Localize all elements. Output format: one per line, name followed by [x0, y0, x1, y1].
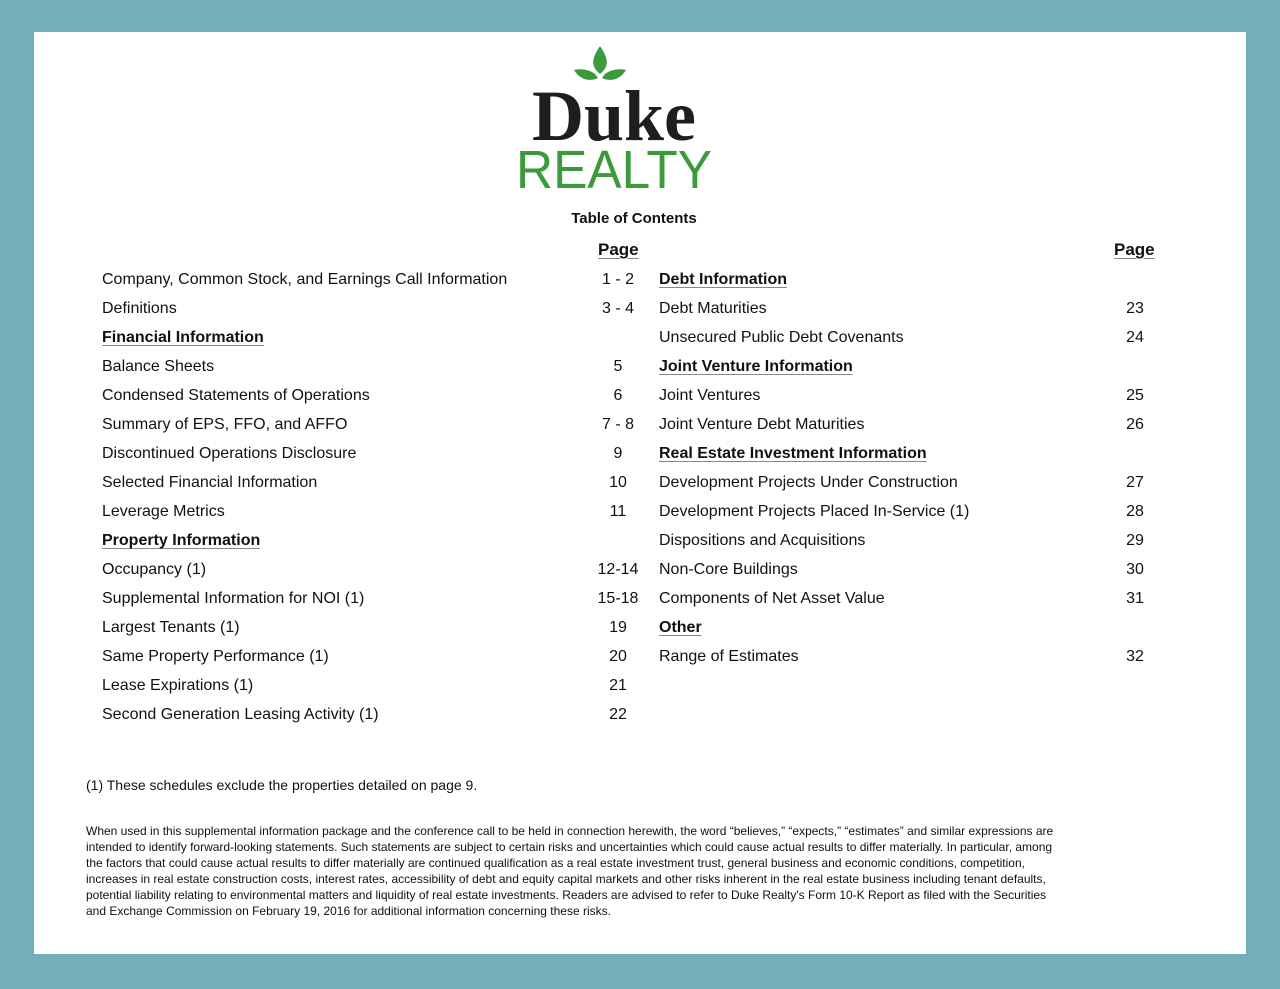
entry-page-number: 21 [609, 677, 627, 694]
toc-entry[interactable] [102, 587, 650, 611]
page-column-header-right: Page [1114, 240, 1155, 259]
entry-page-number: 23 [1126, 300, 1144, 317]
svg-text:Duke: Duke [531, 76, 697, 156]
entry-page-number: 26 [1126, 416, 1144, 433]
entry-label: Lease Expirations (1) [102, 677, 254, 694]
section-title: Debt Information [659, 271, 787, 288]
disclaimer-line: the factors that could cause actual results to differ materially are continued qualification as a real estate investment trust, general business and economic conditions, competition, [86, 856, 1025, 870]
toc-entry[interactable] [102, 703, 650, 727]
toc-section-heading [659, 268, 1160, 292]
entry-label: Non-Core Buildings [659, 561, 798, 578]
entry-page-number: 28 [1126, 503, 1144, 520]
disclaimer-line: potential liability relating to environmental matters and liquidity of real estate investments. Readers are advised to refer to Duke Realty's Form 10-K Report as filed with the Securities [86, 888, 1047, 902]
toc-entry[interactable] [102, 558, 650, 582]
toc-entry[interactable] [102, 616, 650, 640]
section-title: Real Estate Investment Information [659, 445, 927, 462]
entry-page-number: 19 [609, 619, 627, 636]
entry-label: Components of Net Asset Value [659, 590, 885, 607]
toc-entry[interactable] [102, 674, 650, 698]
entry-label: Discontinued Operations Disclosure [102, 445, 357, 462]
toc-entry[interactable] [659, 326, 1160, 350]
entry-page-number: 3 - 4 [601, 300, 634, 317]
entry-page-number: 32 [1126, 648, 1144, 665]
toc-entry[interactable] [659, 645, 1160, 669]
entry-page-number: 22 [609, 706, 627, 723]
toc-entry[interactable] [102, 471, 650, 495]
entry-label: Definitions [102, 300, 177, 317]
toc-entry[interactable] [102, 268, 650, 292]
entry-page-number: 31 [1126, 590, 1144, 607]
toc-entry[interactable] [659, 558, 1160, 582]
entry-label: Dispositions and Acquisitions [659, 532, 866, 549]
entry-page-number: 25 [1126, 387, 1144, 404]
toc-entry[interactable] [659, 413, 1160, 437]
disclaimer-line: When used in this supplemental information package and the conference call to be held in connection herewith, the word “believes,” “expects,” “estimates” and similar expressions are [86, 824, 1054, 838]
toc-section-heading [102, 529, 650, 553]
three-leaf-icon [512, 44, 716, 192]
entry-page-number: 29 [1126, 532, 1144, 549]
svg-text:REALTY: REALTY [516, 140, 712, 192]
toc-entry[interactable] [659, 471, 1160, 495]
entry-page-number: 20 [609, 648, 627, 665]
entry-label: Joint Venture Debt Maturities [659, 416, 865, 433]
entry-label: Largest Tenants (1) [102, 619, 240, 636]
entry-page-number: 5 [613, 358, 623, 375]
entry-label: Development Projects Placed In-Service (1) [659, 503, 970, 520]
entry-page-number: 7 - 8 [601, 416, 634, 433]
toc-section-heading [659, 616, 1160, 640]
entry-label: Debt Maturities [659, 300, 767, 317]
duke-realty-logo [512, 44, 716, 192]
entry-label: Company, Common Stock, and Earnings Call Information [102, 271, 508, 288]
entry-label: Leverage Metrics [102, 503, 225, 520]
section-title: Financial Information [102, 329, 264, 346]
entry-label: Condensed Statements of Operations [102, 387, 370, 404]
toc-section-heading [659, 355, 1160, 379]
entry-label: Selected Financial Information [102, 474, 318, 491]
toc-entry[interactable] [102, 297, 650, 321]
footnote: (1) These schedules exclude the properties detailed on page 9. [86, 777, 478, 793]
disclaimer-line: increases in real estate construction costs, interest rates, accessibility of debt and equity capital markets and other risks inherent in the real estate business including tenant defaults, [86, 872, 1046, 886]
section-title: Joint Venture Information [659, 358, 853, 375]
entry-label: Unsecured Public Debt Covenants [659, 329, 904, 346]
entry-page-number: 11 [609, 503, 627, 520]
entry-label: Second Generation Leasing Activity (1) [102, 706, 379, 723]
toc-entry[interactable] [659, 529, 1160, 553]
toc-section-heading [102, 326, 650, 350]
entry-label: Summary of EPS, FFO, and AFFO [102, 416, 348, 433]
section-title: Property Information [102, 532, 261, 549]
entry-label: Balance Sheets [102, 358, 215, 375]
toc-entry[interactable] [659, 297, 1160, 321]
entry-label: Same Property Performance (1) [102, 648, 329, 665]
entry-page-number: 10 [609, 474, 627, 491]
toc-entry[interactable] [102, 413, 650, 437]
toc-entry[interactable] [102, 384, 650, 408]
entry-label: Range of Estimates [659, 648, 799, 665]
entry-page-number: 30 [1126, 561, 1144, 578]
entry-page-number: 15-18 [597, 590, 639, 607]
entry-label: Joint Ventures [659, 387, 761, 404]
entry-label: Supplemental Information for NOI (1) [102, 590, 365, 607]
toc-section-heading [659, 442, 1160, 466]
toc-entry[interactable] [102, 355, 650, 379]
toc-entry[interactable] [659, 384, 1160, 408]
entry-page-number: 24 [1126, 329, 1144, 346]
disclaimer-line: intended to identify forward-looking statements. Such statements are subject to certain risks and uncertainties which could cause actual results to differ materially. In particular, among [86, 840, 1053, 854]
section-title: Other [659, 619, 702, 636]
entry-page-number: 9 [613, 445, 623, 462]
entry-label: Occupancy (1) [102, 561, 207, 578]
disclaimer-line: and Exchange Commission on February 19, 2016 for additional information concerning these risks. [86, 904, 611, 918]
entry-page-number: 1 - 2 [601, 271, 634, 288]
toc-entry[interactable] [102, 442, 650, 466]
entry-label: Development Projects Under Construction [659, 474, 958, 491]
entry-page-number: 27 [1126, 474, 1144, 491]
toc-entry[interactable] [102, 500, 650, 524]
entry-page-number: 6 [613, 387, 623, 404]
page-column-header-left: Page [598, 240, 639, 259]
forward-looking-disclaimer [86, 823, 1166, 919]
entry-page-number: 12-14 [597, 561, 639, 578]
toc-entry[interactable] [659, 587, 1160, 611]
toc-entry[interactable] [659, 500, 1160, 524]
toc-entry[interactable] [102, 645, 650, 669]
toc-title: Table of Contents [571, 210, 697, 227]
